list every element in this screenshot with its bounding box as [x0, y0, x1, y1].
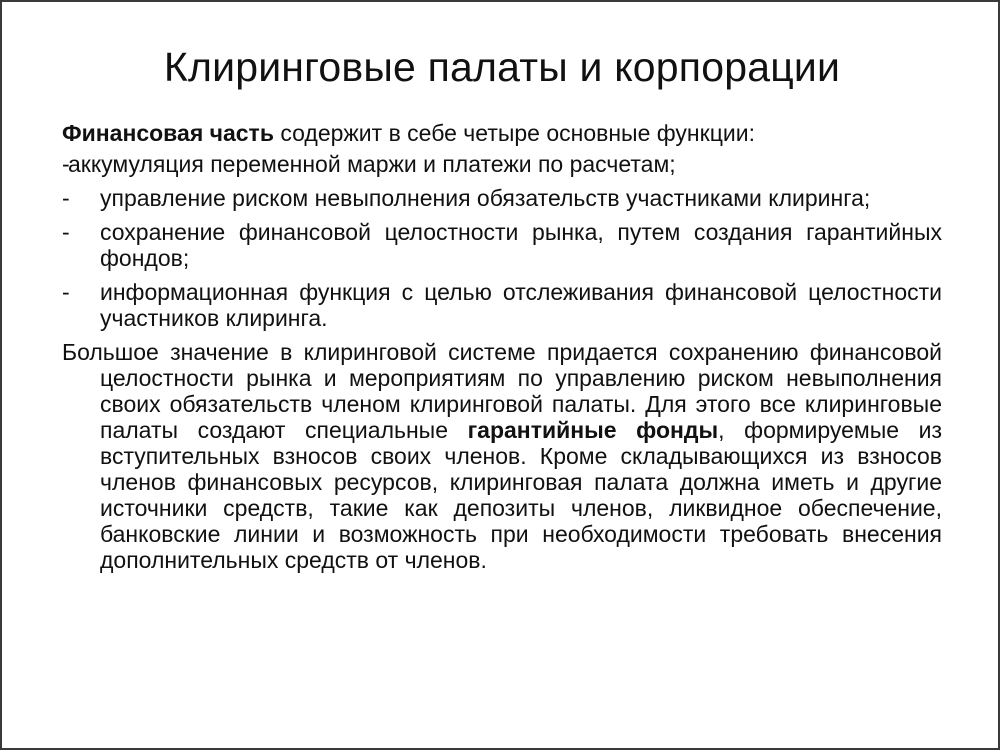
list-item-text: сохранение финансовой целостности рынка, путем создания гарантийных фондов; [100, 219, 942, 271]
slide-body [62, 120, 942, 580]
list-item: - аккумуляция переменной маржи и платежи по расчетам; [62, 151, 942, 177]
list-item-text: информационная функция с целью отслеживания финансовой целостности участников клиринга. [100, 279, 942, 331]
list-item [62, 185, 942, 211]
list-item [62, 279, 942, 331]
closing-bold-term: гарантийные фонды [467, 417, 719, 443]
list-dash: - [62, 185, 70, 211]
slide-title: Клиринговые палаты и корпорации [163, 44, 841, 90]
intro-text: содержит в себе четыре основные функции: [273, 120, 755, 146]
list-dash: - [62, 219, 70, 245]
list-item-text: управление риском невыполнения обязательств участниками клиринга; [100, 185, 871, 211]
closing-paragraph [62, 339, 942, 573]
list-item [62, 219, 942, 271]
closing-text-part1: Большое значение в клиринговой системе придается сохранению финансовой целостности рынка и мероприятиям по управлению риском невыполнения своих обязательств членом клиринговой палаты. Для этого все клиринговые палаты создают специальные [62, 339, 942, 443]
intro-bold-term: Финансовая часть [62, 120, 274, 146]
list-item-text: аккумуляция переменной маржи и платежи по расчетам; [68, 151, 676, 177]
closing-text-part2: , формируемые из вступительных взносов своих членов. Кроме складывающихся из взносов членов финансовых ресурсов, клиринговая палата должна иметь и другие источники средств, такие как депозиты членов, ликвидное обеспечение, банковские линии и возможность при необходимости требовать внесения дополнительных средств от членов. [100, 417, 942, 573]
list-dash: - [62, 279, 70, 305]
intro-paragraph [62, 120, 942, 146]
